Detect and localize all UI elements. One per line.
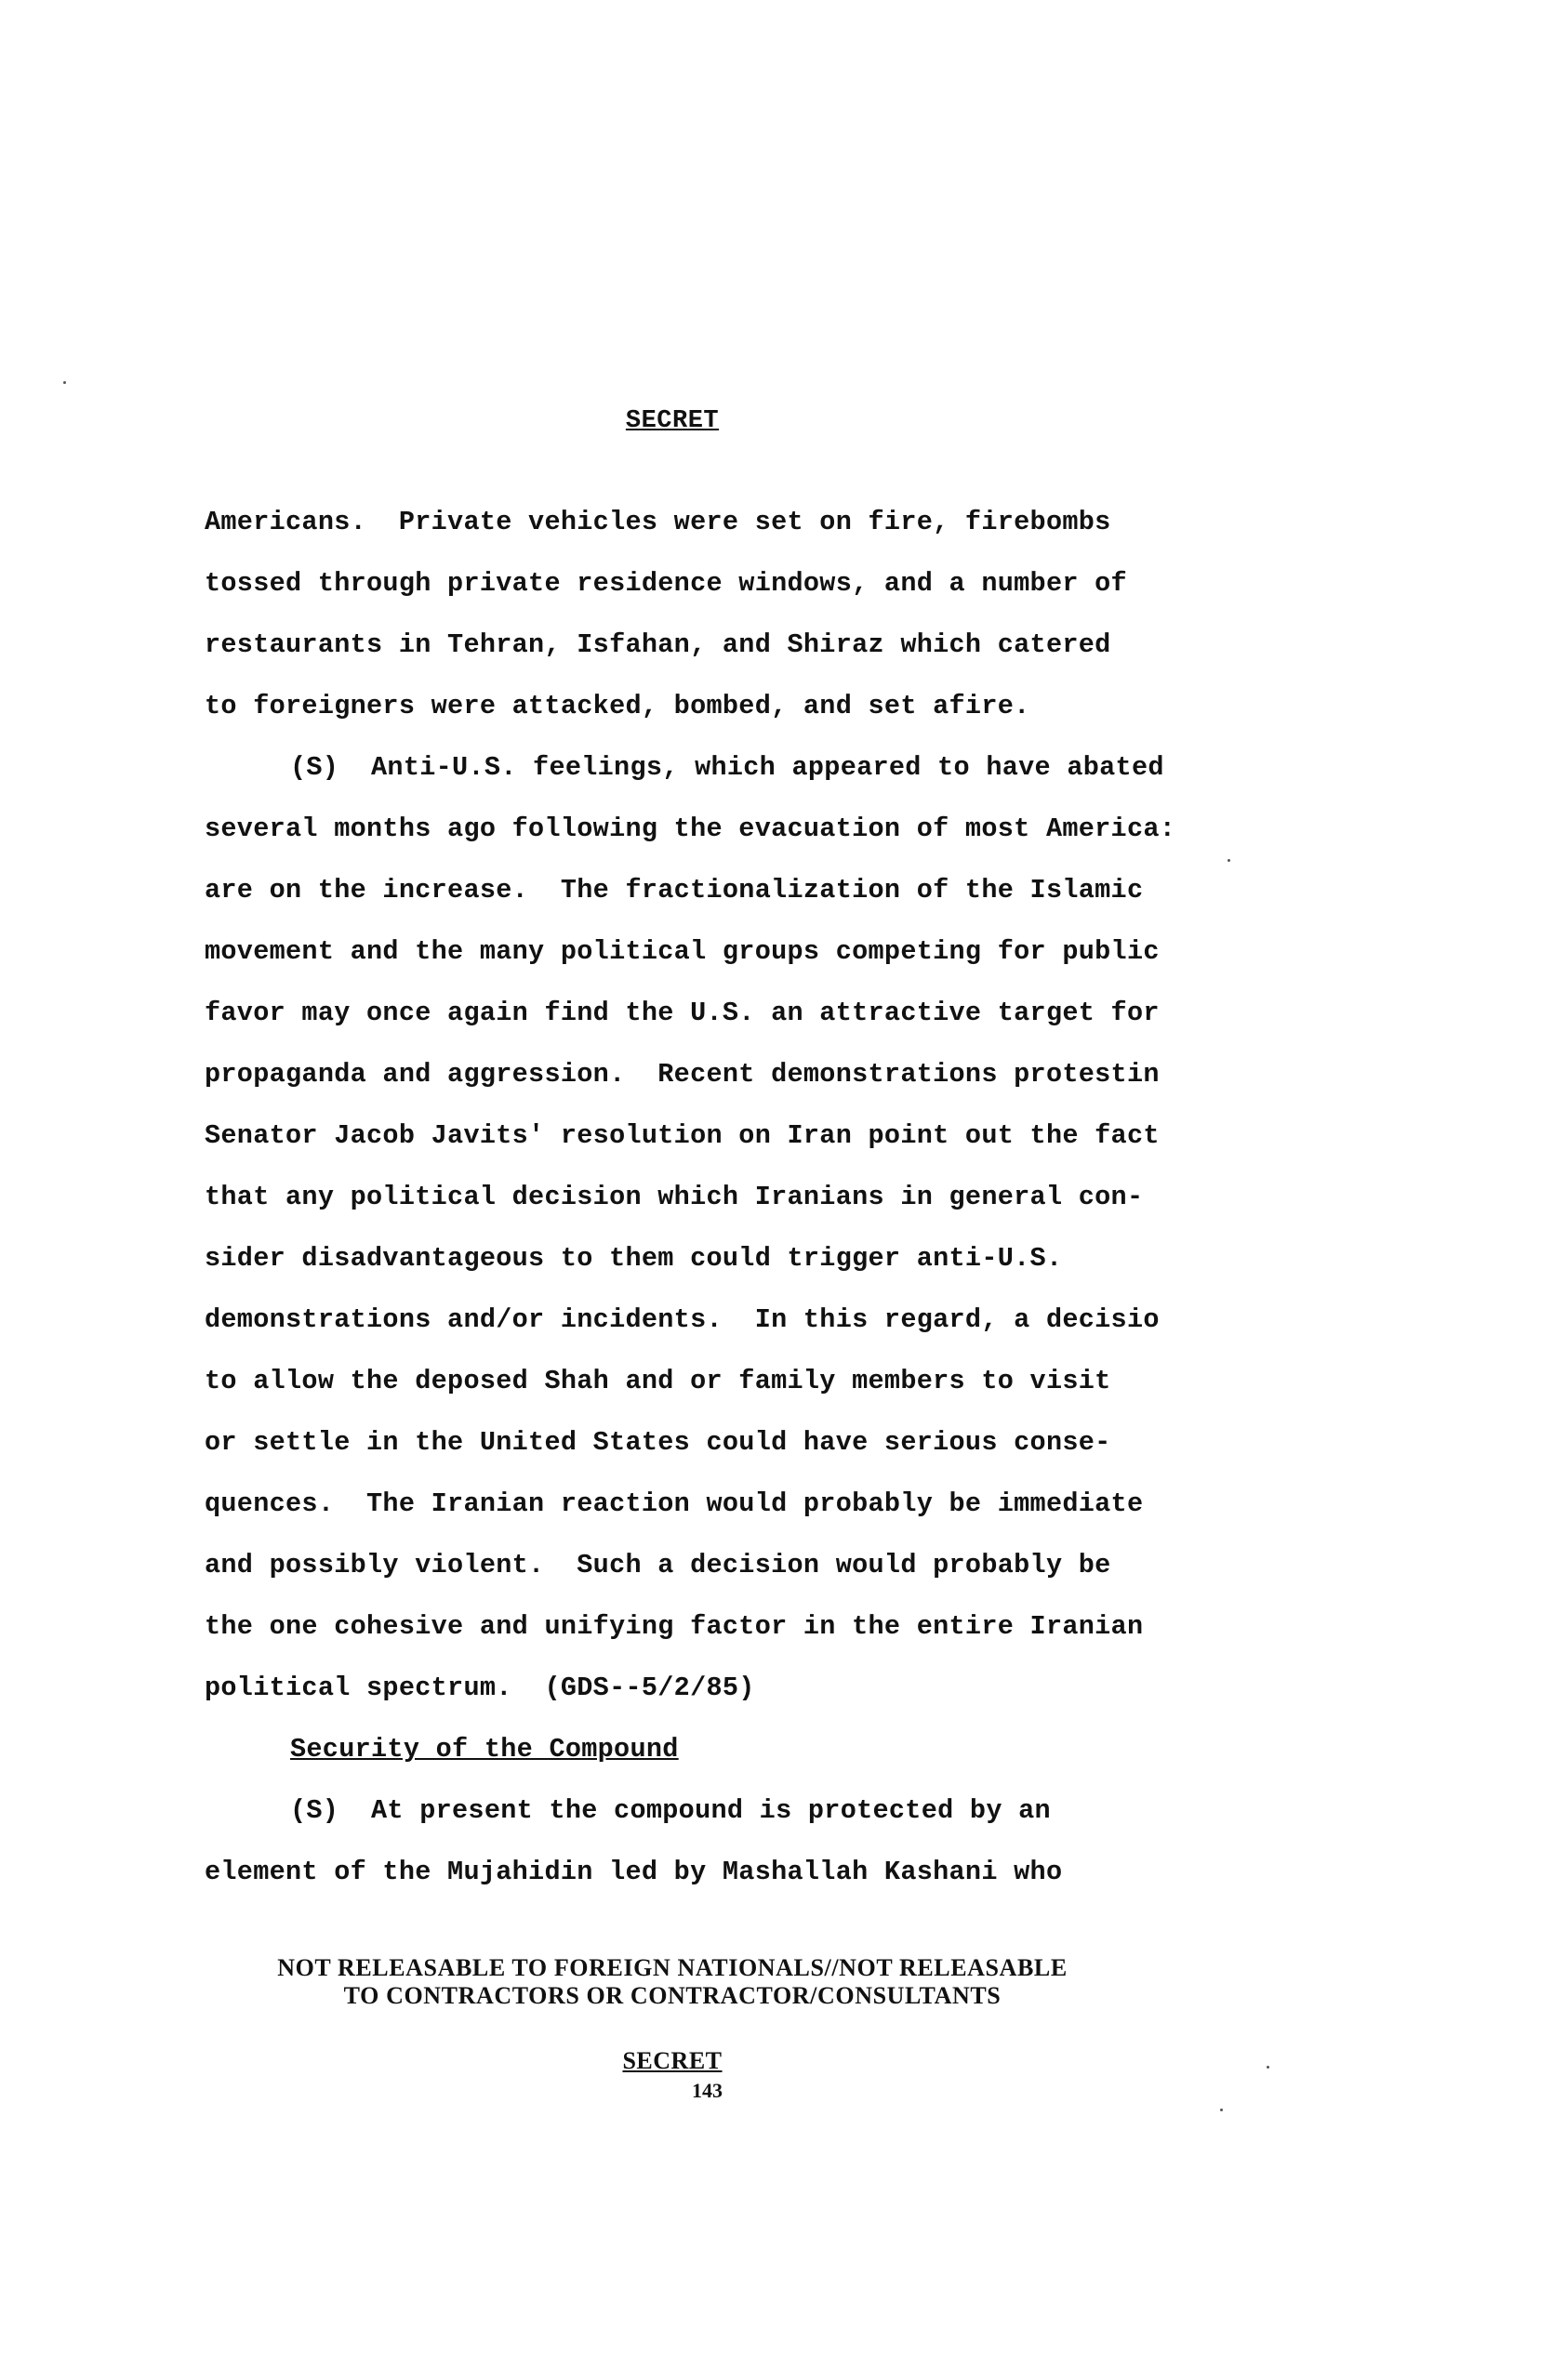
body-line: favor may once again find the U.S. an attractive target for xyxy=(205,998,1160,1028)
section-heading: Security of the Compound xyxy=(290,1734,679,1765)
classification-footer: SECRET xyxy=(622,2047,723,2074)
scan-speck xyxy=(1267,2066,1269,2069)
body-line: element of the Mujahidin led by Mashallah Kashani who xyxy=(205,1857,1063,1887)
handling-caveat-line-1: NOT RELEASABLE TO FOREIGN NATIONALS//NOT RELEASABLE xyxy=(277,1954,1068,1981)
body-line: (S) Anti-U.S. feelings, which appeared to have abated xyxy=(290,752,1164,783)
body-line: Senator Jacob Javits' resolution on Iran point out the fact xyxy=(205,1120,1160,1151)
body-line: political spectrum. (GDS--5/2/85) xyxy=(205,1673,755,1703)
page-number: 143 xyxy=(692,2079,723,2102)
body-line: quences. The Iranian reaction would probably be immediate xyxy=(205,1488,1144,1519)
body-line: to allow the deposed Shah and or family members to visit xyxy=(205,1366,1111,1396)
classification-header: SECRET xyxy=(625,407,720,435)
body-line: to foreigners were attacked, bombed, and set afire. xyxy=(205,691,1030,721)
body-line: and possibly violent. Such a decision would probably be xyxy=(205,1550,1111,1580)
body-line: tossed through private residence windows, and a number of xyxy=(205,568,1127,599)
body-line: propaganda and aggression. Recent demonstrations protestin xyxy=(205,1059,1160,1090)
body-line: restaurants in Tehran, Isfahan, and Shiraz which catered xyxy=(205,629,1111,660)
body-line: demonstrations and/or incidents. In this regard, a decisio xyxy=(205,1304,1160,1335)
scan-speck xyxy=(1228,859,1230,862)
body-line: movement and the many political groups competing for public xyxy=(205,936,1160,967)
body-line: (S) At present the compound is protected by an xyxy=(290,1795,1051,1826)
scan-speck xyxy=(63,381,66,384)
body-line: that any political decision which Iranians in general con- xyxy=(205,1182,1144,1212)
body-line: several months ago following the evacuation of most America: xyxy=(205,813,1176,844)
body-line: Americans. Private vehicles were set on fire, firebombs xyxy=(205,507,1111,537)
body-line: or settle in the United States could have serious conse- xyxy=(205,1427,1111,1458)
handling-caveat-line-2: TO CONTRACTORS OR CONTRACTOR/CONSULTANTS xyxy=(343,1982,1002,2009)
body-line: sider disadvantageous to them could trigger anti-U.S. xyxy=(205,1243,1063,1274)
body-line: the one cohesive and unifying factor in the entire Iranian xyxy=(205,1611,1144,1642)
scan-speck xyxy=(1220,2109,1223,2111)
body-line: are on the increase. The fractionalization of the Islamic xyxy=(205,875,1144,906)
